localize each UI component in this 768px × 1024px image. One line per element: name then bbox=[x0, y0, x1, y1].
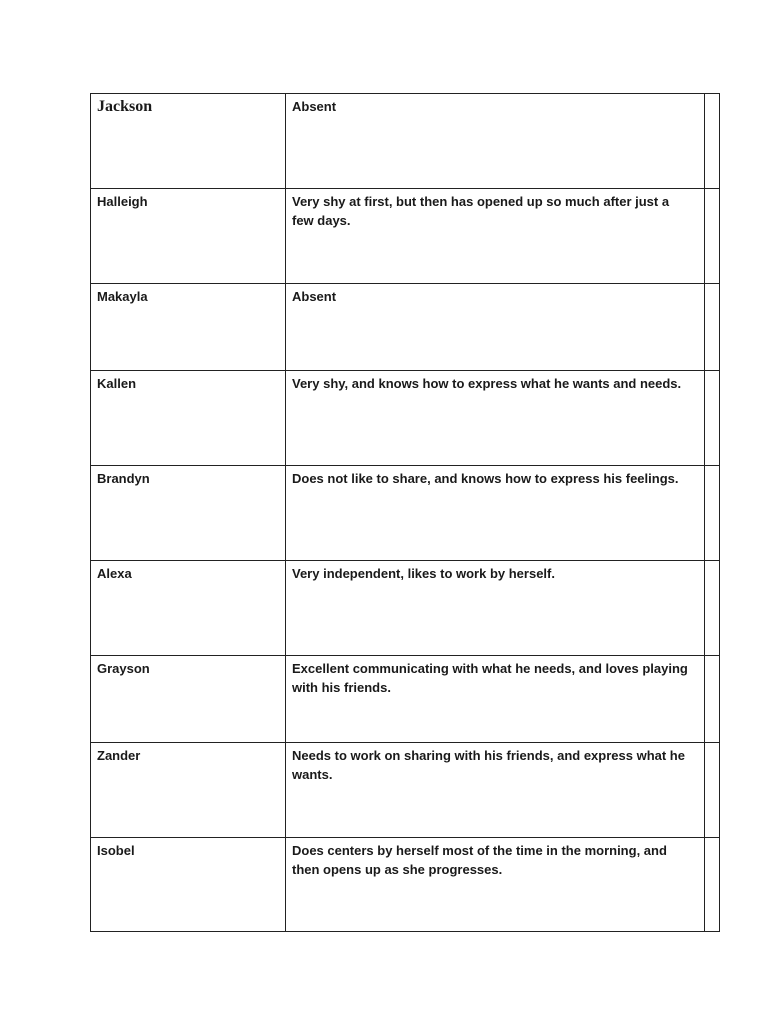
student-notes-table bbox=[90, 93, 720, 932]
student-note: Absent bbox=[292, 289, 337, 304]
student-name: Jackson bbox=[97, 98, 153, 115]
empty-cell bbox=[705, 284, 720, 371]
table-row bbox=[91, 371, 720, 466]
empty-cell bbox=[705, 189, 720, 284]
student-note: Very shy, and knows how to express what he wants and needs. bbox=[292, 376, 682, 391]
student-note-cell bbox=[286, 94, 705, 189]
student-name-cell bbox=[91, 371, 286, 466]
student-note-cell bbox=[286, 189, 705, 284]
student-name-cell bbox=[91, 94, 286, 189]
student-note-cell bbox=[286, 466, 705, 561]
student-name: Kallen bbox=[97, 376, 137, 391]
student-note-cell bbox=[286, 284, 705, 371]
student-name-cell bbox=[91, 466, 286, 561]
student-note: Very shy at first, but then has opened up so much after just a few days. bbox=[292, 194, 670, 228]
student-name: Grayson bbox=[97, 661, 150, 676]
empty-cell bbox=[705, 466, 720, 561]
table-row bbox=[91, 284, 720, 371]
student-note-cell bbox=[286, 656, 705, 743]
table-row bbox=[91, 743, 720, 838]
student-note-cell bbox=[286, 838, 705, 932]
empty-cell bbox=[705, 743, 720, 838]
table-row bbox=[91, 189, 720, 284]
student-note: Needs to work on sharing with his friends, and express what he wants. bbox=[292, 748, 685, 782]
student-name-cell bbox=[91, 656, 286, 743]
student-name-cell bbox=[91, 284, 286, 371]
student-note-cell bbox=[286, 561, 705, 656]
student-name-cell bbox=[91, 189, 286, 284]
student-name: Alexa bbox=[97, 566, 132, 581]
table-row bbox=[91, 656, 720, 743]
student-note: Does not like to share, and knows how to express his feelings. bbox=[292, 471, 679, 486]
student-note: Absent bbox=[292, 99, 337, 114]
student-name: Halleigh bbox=[97, 194, 148, 209]
table-row bbox=[91, 561, 720, 656]
table-row bbox=[91, 466, 720, 561]
empty-cell bbox=[705, 656, 720, 743]
student-name-cell bbox=[91, 561, 286, 656]
student-name: Brandyn bbox=[97, 471, 150, 486]
student-note-cell bbox=[286, 371, 705, 466]
student-note: Very independent, likes to work by herself. bbox=[292, 566, 555, 581]
student-name: Makayla bbox=[97, 289, 148, 304]
student-name: Isobel bbox=[97, 843, 135, 858]
empty-cell bbox=[705, 561, 720, 656]
empty-cell bbox=[705, 838, 720, 932]
empty-cell bbox=[705, 371, 720, 466]
student-name-cell bbox=[91, 743, 286, 838]
student-name: Zander bbox=[97, 748, 141, 763]
student-note: Does centers by herself most of the time in the morning, and then opens up as she progresses. bbox=[292, 843, 667, 877]
student-name-cell bbox=[91, 838, 286, 932]
empty-cell bbox=[705, 94, 720, 189]
table-row bbox=[91, 94, 720, 189]
student-note: Excellent communicating with what he needs, and loves playing with his friends. bbox=[292, 661, 688, 695]
student-note-cell bbox=[286, 743, 705, 838]
table-row bbox=[91, 838, 720, 932]
